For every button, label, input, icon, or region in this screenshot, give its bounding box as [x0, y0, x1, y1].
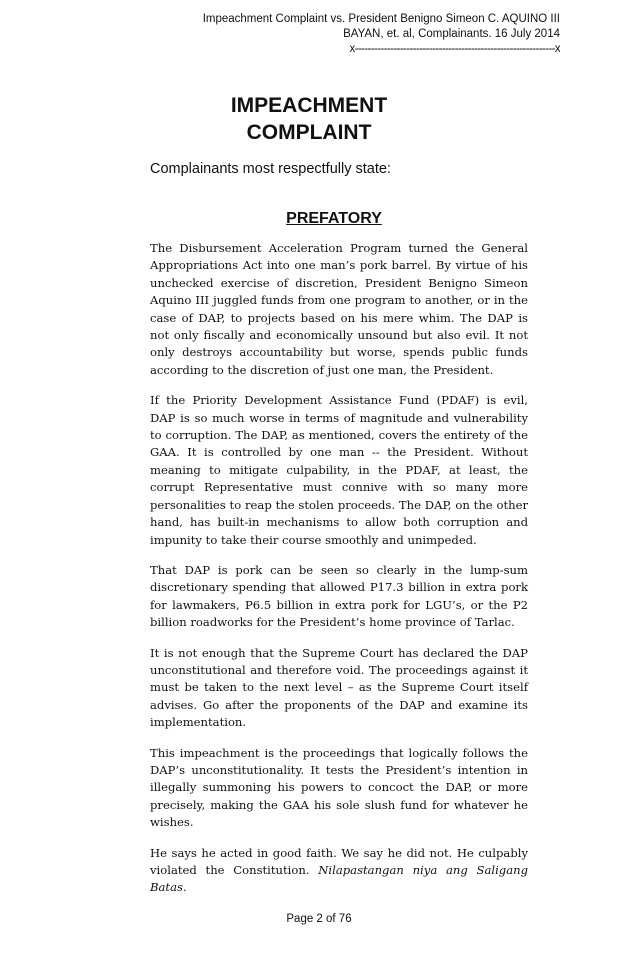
paragraph-3: That DAP is pork can be seen so clearly in the lump-sum discretionary spending that allowed P17.3 billion in extra pork for lawmakers, P6.5 billion in extra pork for LGU’s, or the P2 billion roadworks for the President’s home province of Tarlac.: [150, 562, 528, 630]
header-separator: x--------------------------------------------------------------x: [349, 43, 560, 55]
title-line-2: COMPLAINT: [246, 121, 372, 144]
paragraph-5: This impeachment is the proceedings that logically follows the DAP’s unconstitutionality. It tests the President’s intention in illegally summoning his powers to concoct the DAP, or more precisely, making the GAA his sole slush fund for whatever he wishes.: [150, 745, 528, 830]
paragraph-6: [150, 845, 528, 897]
page-number: Page 2 of 76: [286, 913, 352, 925]
document-title: [0, 92, 638, 146]
header-line-2: BAYAN, et. al, Complainants. 16 July 2014: [343, 28, 560, 40]
paragraph-4: It is not enough that the Supreme Court has declared the DAP unconstitutional and therefore void. The proceedings against it must be taken to the next level – as the Supreme Court itself advises. Go after the proponents of the DAP and examine its implementation.: [150, 645, 528, 730]
intro-statement: Complainants most respectfully state:: [150, 161, 391, 177]
paragraph-1: The Disbursement Acceleration Program turned the General Appropriations Act into one man’s pork barrel. By virtue of his unchecked exercise of discretion, President Benigno Simeon Aquino III juggled funds from one program to another, or in the case of DAP, to projects based on his mere whim. The DAP is not only fiscally and economically unsound but also evil. It not only destroys accountability but worse, spends public funds according to the discretion of just one man, the President.: [150, 241, 528, 377]
body-text: [150, 240, 528, 910]
running-header: [140, 12, 560, 57]
paragraph-6-end: .: [182, 880, 187, 895]
section-heading-text: PREFATORY: [286, 210, 382, 227]
paragraph-6-italic: Nilapastangan niya ang Saligang Batas: [150, 863, 528, 895]
paragraph-2: If the Priority Development Assistance Fund (PDAF) is evil, DAP is so much worse in terms of magnitude and vulnerability to corruption. The DAP, as mentioned, covers the entirety of the GAA. It is controlled by one man -- the President. Without meaning to mitigate culpability, in the PDAF, at least, the corrupt Representative must connive with so many more personalities to reap the stolen proceeds. The DAP, on the other hand, has built-in mechanisms to allow both corruption and impunity to take their course smoothly and unimpeded.: [150, 393, 528, 547]
section-heading: [0, 210, 638, 228]
paragraph-6-text: He says he acted in good faith. We say he did not. He culpably violated the Constitution.: [150, 845, 528, 877]
header-line-1: Impeachment Complaint vs. President Benigno Simeon C. AQUINO III: [202, 13, 560, 25]
title-line-1: IMPEACHMENT: [230, 94, 388, 117]
